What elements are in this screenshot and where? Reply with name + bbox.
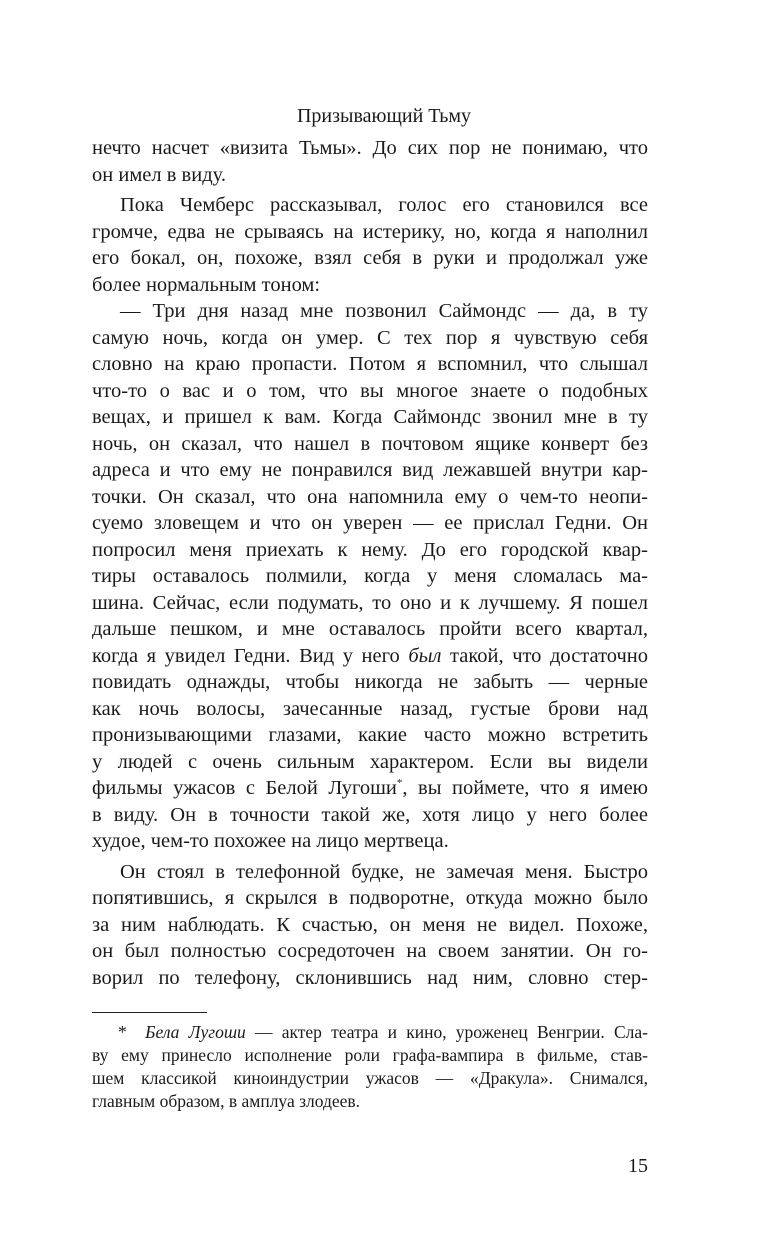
- text-line: точки. Он сказал, что она напомнила ему о чем-то неопи-: [92, 485, 648, 508]
- footnote-name: Бела Лугоши: [145, 1022, 246, 1042]
- text-line: словно на краю пропасти. Потом я вспомнил, что слышал: [92, 353, 648, 375]
- text-line: что-то о вас и о том, что вы многое знаете о подобных: [92, 379, 648, 402]
- text-line: адреса и что ему не понравился вид лежавшей внутри кар-: [92, 459, 648, 481]
- text-line: худое, чем-то похожее на лицо мертвеца.: [92, 830, 449, 852]
- text-line: — Три дня назад мне позвонил Саймондс — да, в ту: [120, 300, 648, 322]
- footnote-line: [92, 1021, 648, 1044]
- text-segment: когда я увидел Гедни. Вид у него: [92, 644, 400, 667]
- text-line: попросил меня приехать к нему. До его городской квар-: [92, 538, 648, 561]
- text-line: [92, 643, 648, 670]
- text-line: ворил по телефону, склонившись над ним, словно стер-: [92, 966, 648, 989]
- text-line: он имел в виду.: [92, 163, 226, 186]
- text-segment: фильмы ужасов с Белой Лугоши: [92, 777, 397, 799]
- text-line: более нормальным тоном:: [92, 273, 321, 296]
- text-line: повидать однажды, чтобы никогда не забыть — черные: [92, 671, 648, 693]
- footnote: [92, 1021, 648, 1113]
- italic-word: был: [408, 644, 442, 667]
- text-line: за ним наблюдать. К счастью, он меня не видел. Похоже,: [92, 913, 648, 936]
- paragraph: [92, 192, 648, 298]
- text-line: он был полностью сосредоточен на своем занятии. Он го-: [92, 940, 648, 962]
- text-line: Пока Чемберс рассказывал, голос его становился все: [120, 194, 648, 216]
- page-number: 15: [628, 1155, 648, 1177]
- footnote-line: шем классикой киноиндустрии ужасов — «Дракула». Снимался,: [92, 1068, 648, 1088]
- text-line: вещах, и пришел к вам. Когда Саймондс звонил мне в ту: [92, 406, 648, 428]
- footnote-mark: *: [118, 1022, 127, 1042]
- footnote-mark: *: [396, 777, 403, 790]
- running-head: Призывающий Тьму: [296, 105, 472, 127]
- text-line: суемо зловещем и что он уверен — ее прислал Гедни. Он: [92, 512, 648, 534]
- paragraph: [92, 135, 648, 188]
- text-line: у людей с очень сильным характером. Если вы видели: [92, 750, 648, 773]
- text-line: самую ночь, когда он умер. С тех пор я чувствую себя: [92, 326, 648, 349]
- text-line: как ночь волосы, зачесанные назад, густые брови над: [92, 697, 648, 720]
- text-line: [92, 775, 648, 802]
- text-line: Он стоял в телефонной будке, не замечая меня. Быстро: [120, 860, 648, 883]
- text-line: шина. Сейчас, если подумать, то оно и к лучшему. Я пошел: [92, 591, 648, 614]
- text-line: в виду. Он в точности такой же, хотя лицо у него более: [92, 803, 648, 826]
- text-line: ночь, он сказал, что нашел в почтовом ящике конверт без: [92, 432, 648, 455]
- text-line: пронизывающими глазами, какие часто можно встретить: [92, 724, 648, 746]
- footnote-line: ву ему принесло исполнение роли графа-вампира в фильме, став-: [92, 1045, 648, 1065]
- text-line: нечто насчет «визита Тьмы». До сих пор не понимаю, что: [92, 137, 648, 159]
- paragraph: [92, 859, 648, 992]
- text-line: попятившись, я скрылся в подворотне, откуда можно было: [92, 887, 648, 909]
- text-segment: , вы поймете, что я имею: [402, 777, 648, 799]
- text-line: дальше пешком, и мне оставалось пройти всего квартал,: [92, 618, 648, 640]
- footnote-divider: [92, 1012, 207, 1013]
- footnote-line: главным образом, в амплуа злодеев.: [92, 1091, 361, 1111]
- body-text: [92, 135, 648, 991]
- text-segment: — актер театра и кино, уроженец Венгрии. Сла-: [245, 1022, 649, 1042]
- text-segment: такой, что достаточно: [450, 644, 649, 667]
- text-line: тиры оставалось полмили, когда у меня сломалась ма-: [92, 565, 648, 587]
- text-line: его бокал, он, похоже, взял себя в руки и продолжал уже: [92, 247, 648, 269]
- paragraph: [92, 298, 648, 855]
- text-line: громче, едва не срываясь на истерику, но, когда я наполнил: [92, 220, 648, 243]
